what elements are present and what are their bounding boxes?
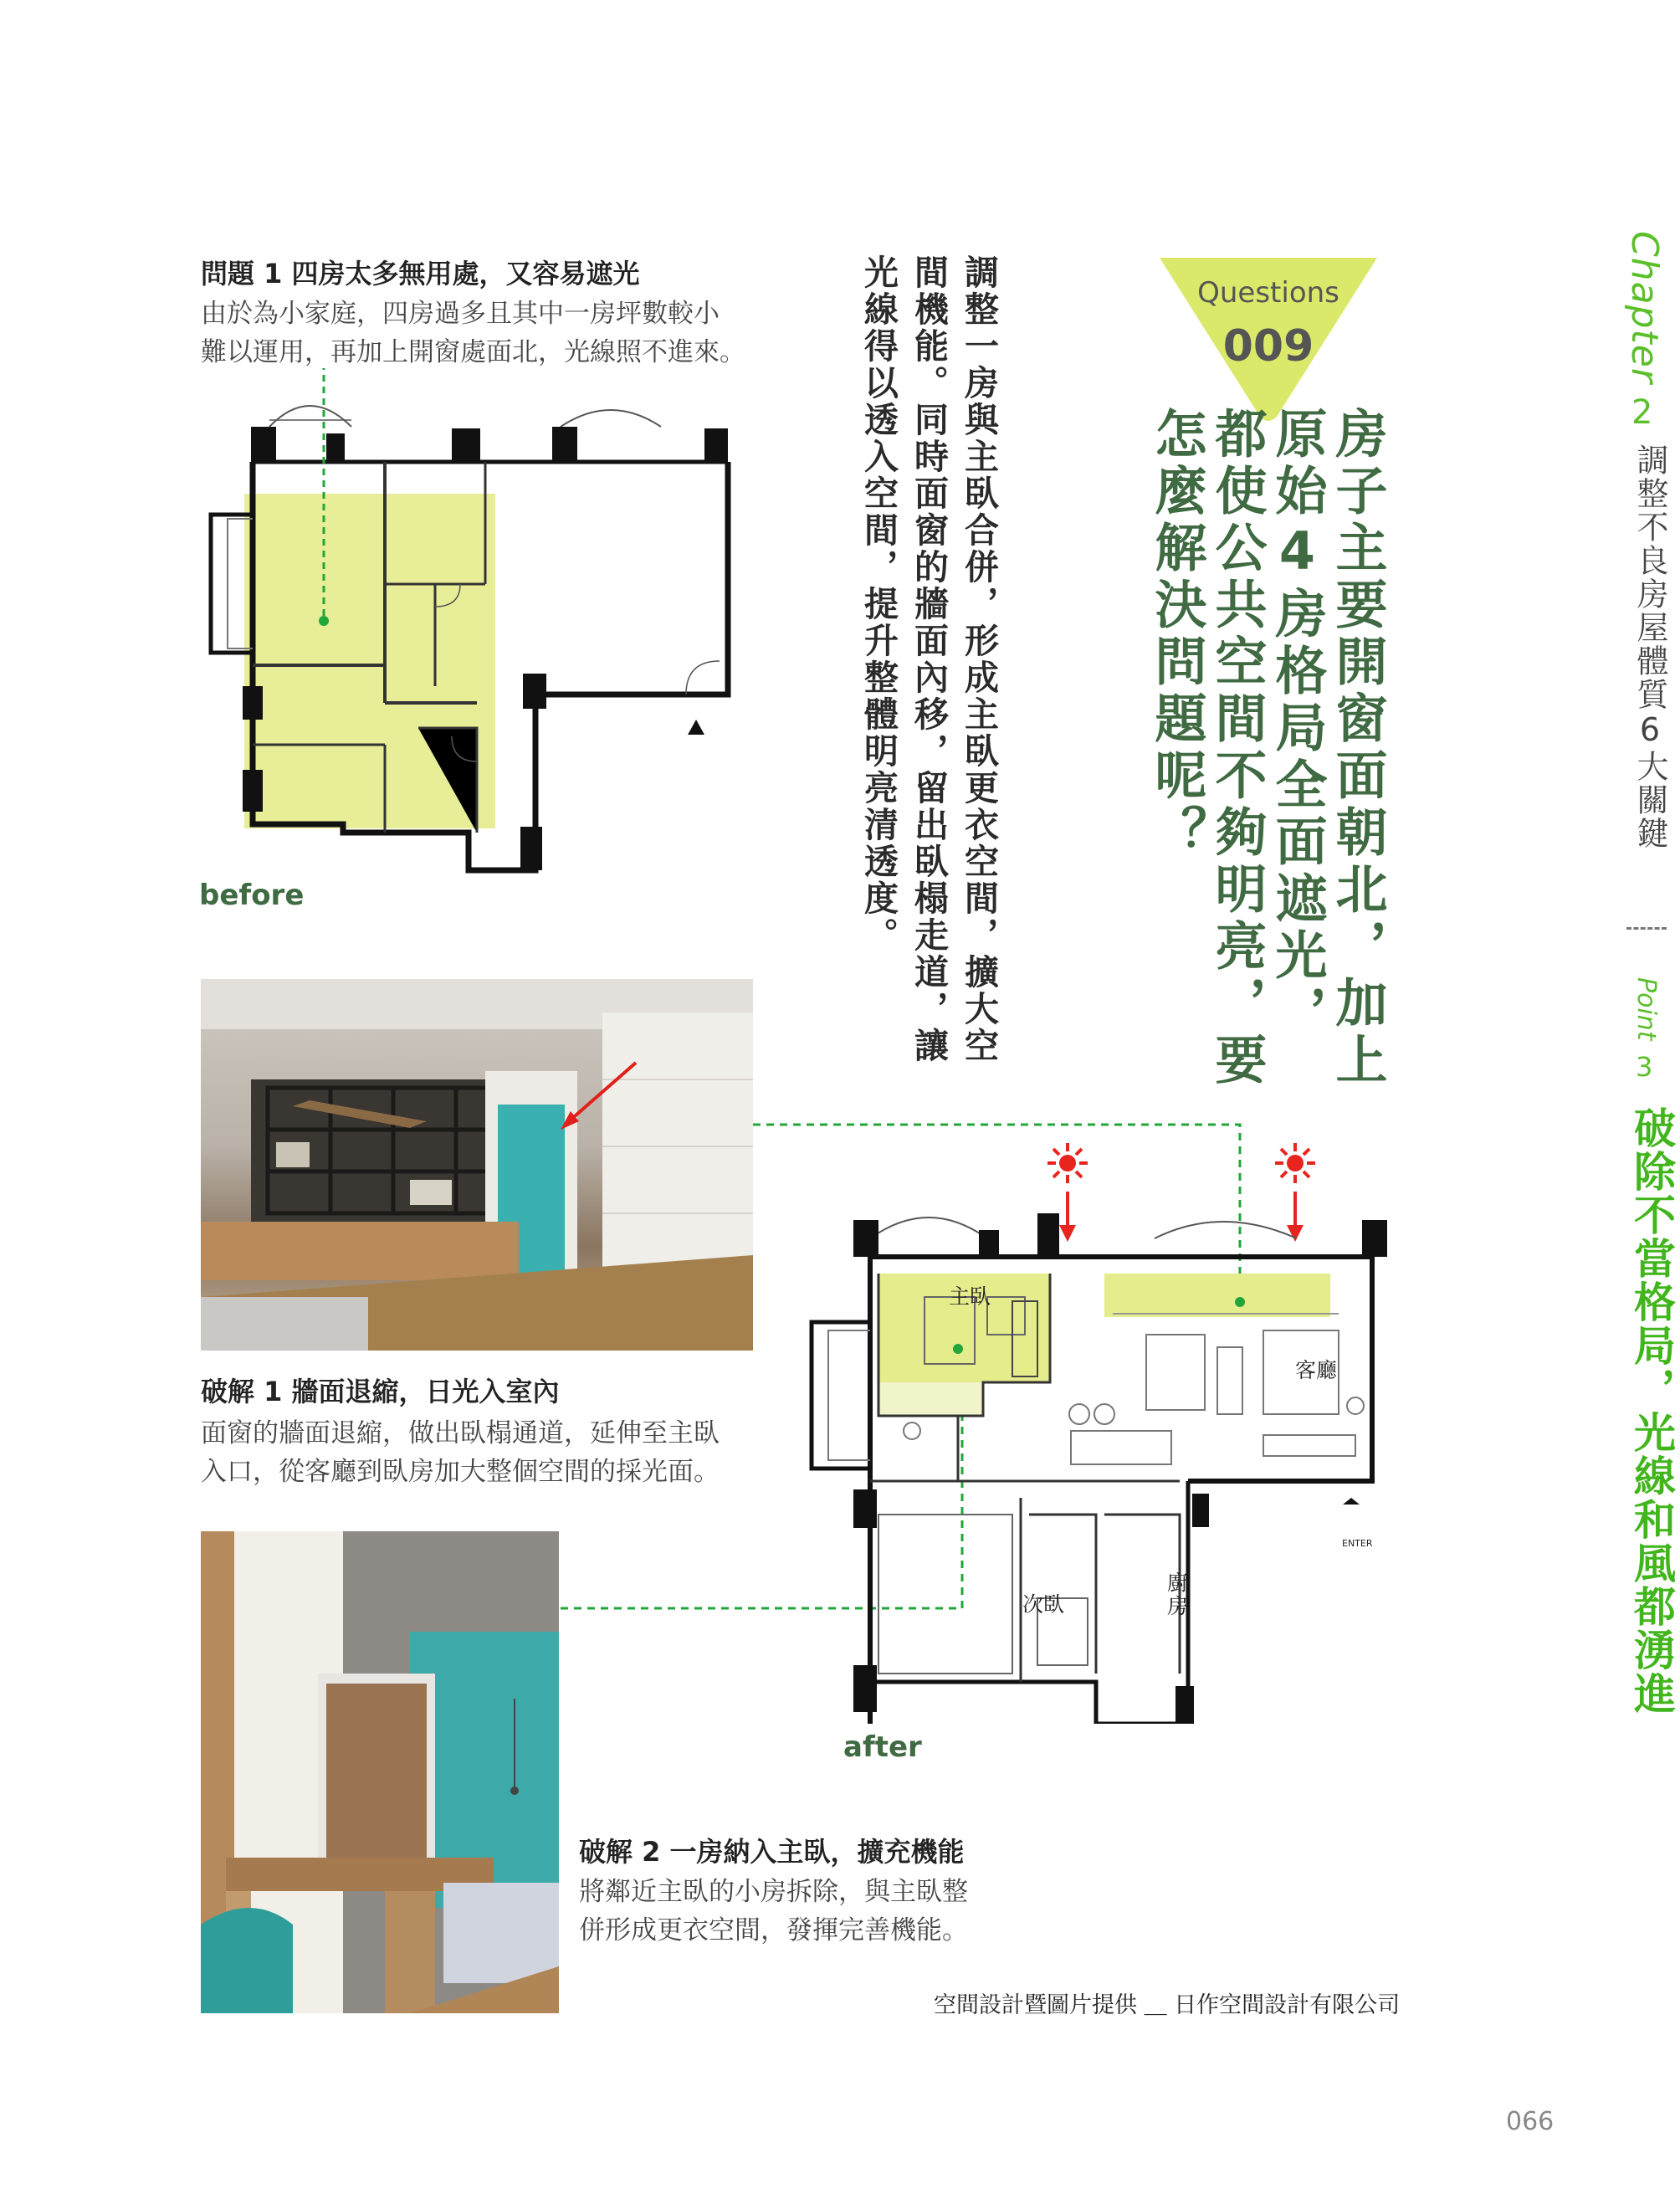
problem1-body-line2: 難以運用，再加上開窗處面北，光線照不進來。 (201, 337, 745, 367)
answer-text: 調整一房與主臥合併，形成主臥更衣空間，擴大空間機能。同時面窗的牆面內移，留出臥榻走道，讓光線得以透入空間，提升整體明亮清透度。 (858, 254, 999, 1064)
solution2-body-line1: 將鄰近主臥的小房拆除，與主臥整 (579, 1877, 968, 1907)
problem1-title: 問題 1 四房太多無用處，又容易遮光 (201, 258, 640, 290)
point-label: Point (1631, 977, 1661, 1041)
enter-label: ENTER (1342, 1538, 1373, 1549)
page-number: 066 (1506, 2107, 1555, 2136)
solution1-body-line1: 面窗的牆面退縮，做出臥榻通道，延伸至主臥 (201, 1418, 720, 1448)
badge-number: 009 (1222, 321, 1314, 372)
question-text: 房子主要開窗面朝北，加上原始4房格局全面遮光，都使公共空間不夠明亮，要怎麼解決問題呢？ (1146, 407, 1388, 1089)
before-label: before (199, 879, 305, 912)
solution2-title: 破解 2 一房納入主臥，擴充機能 (579, 1836, 965, 1868)
point-number: 3 (1636, 1051, 1653, 1083)
problem1-body-line1: 由於為小家庭，四房過多且其中一房坪數較小 (201, 299, 720, 329)
room-second-bedroom: 次臥 (1022, 1592, 1065, 1617)
chapter-label: Chapter (1623, 231, 1666, 384)
after-label: after (843, 1730, 922, 1764)
badge-label: Questions (1197, 276, 1339, 310)
solution1-body-line2: 入口，從客廳到臥房加大整個空間的採光面。 (201, 1457, 720, 1487)
room-living: 客廳 (1295, 1358, 1338, 1382)
point-title: 破除不當格局，光線和風都湧進 (1627, 1106, 1676, 1715)
solution2-body-line2: 併形成更衣空間，發揮完善機能。 (579, 1915, 968, 1945)
room-kitchen: 廚房 (1167, 1571, 1189, 1618)
solution1-title: 破解 1 牆面退縮，日光入室內 (201, 1376, 560, 1407)
room-master-bedroom: 主臥 (949, 1284, 991, 1309)
image-credit: 空間設計暨圖片提供 ＿ 日作空間設計有限公司 (934, 1992, 1401, 2018)
after-floor-plan (795, 1197, 1397, 1724)
chapter-number: 2 (1631, 393, 1653, 432)
chapter-title: 調整不良房屋體質6大關鍵 (1631, 443, 1668, 850)
